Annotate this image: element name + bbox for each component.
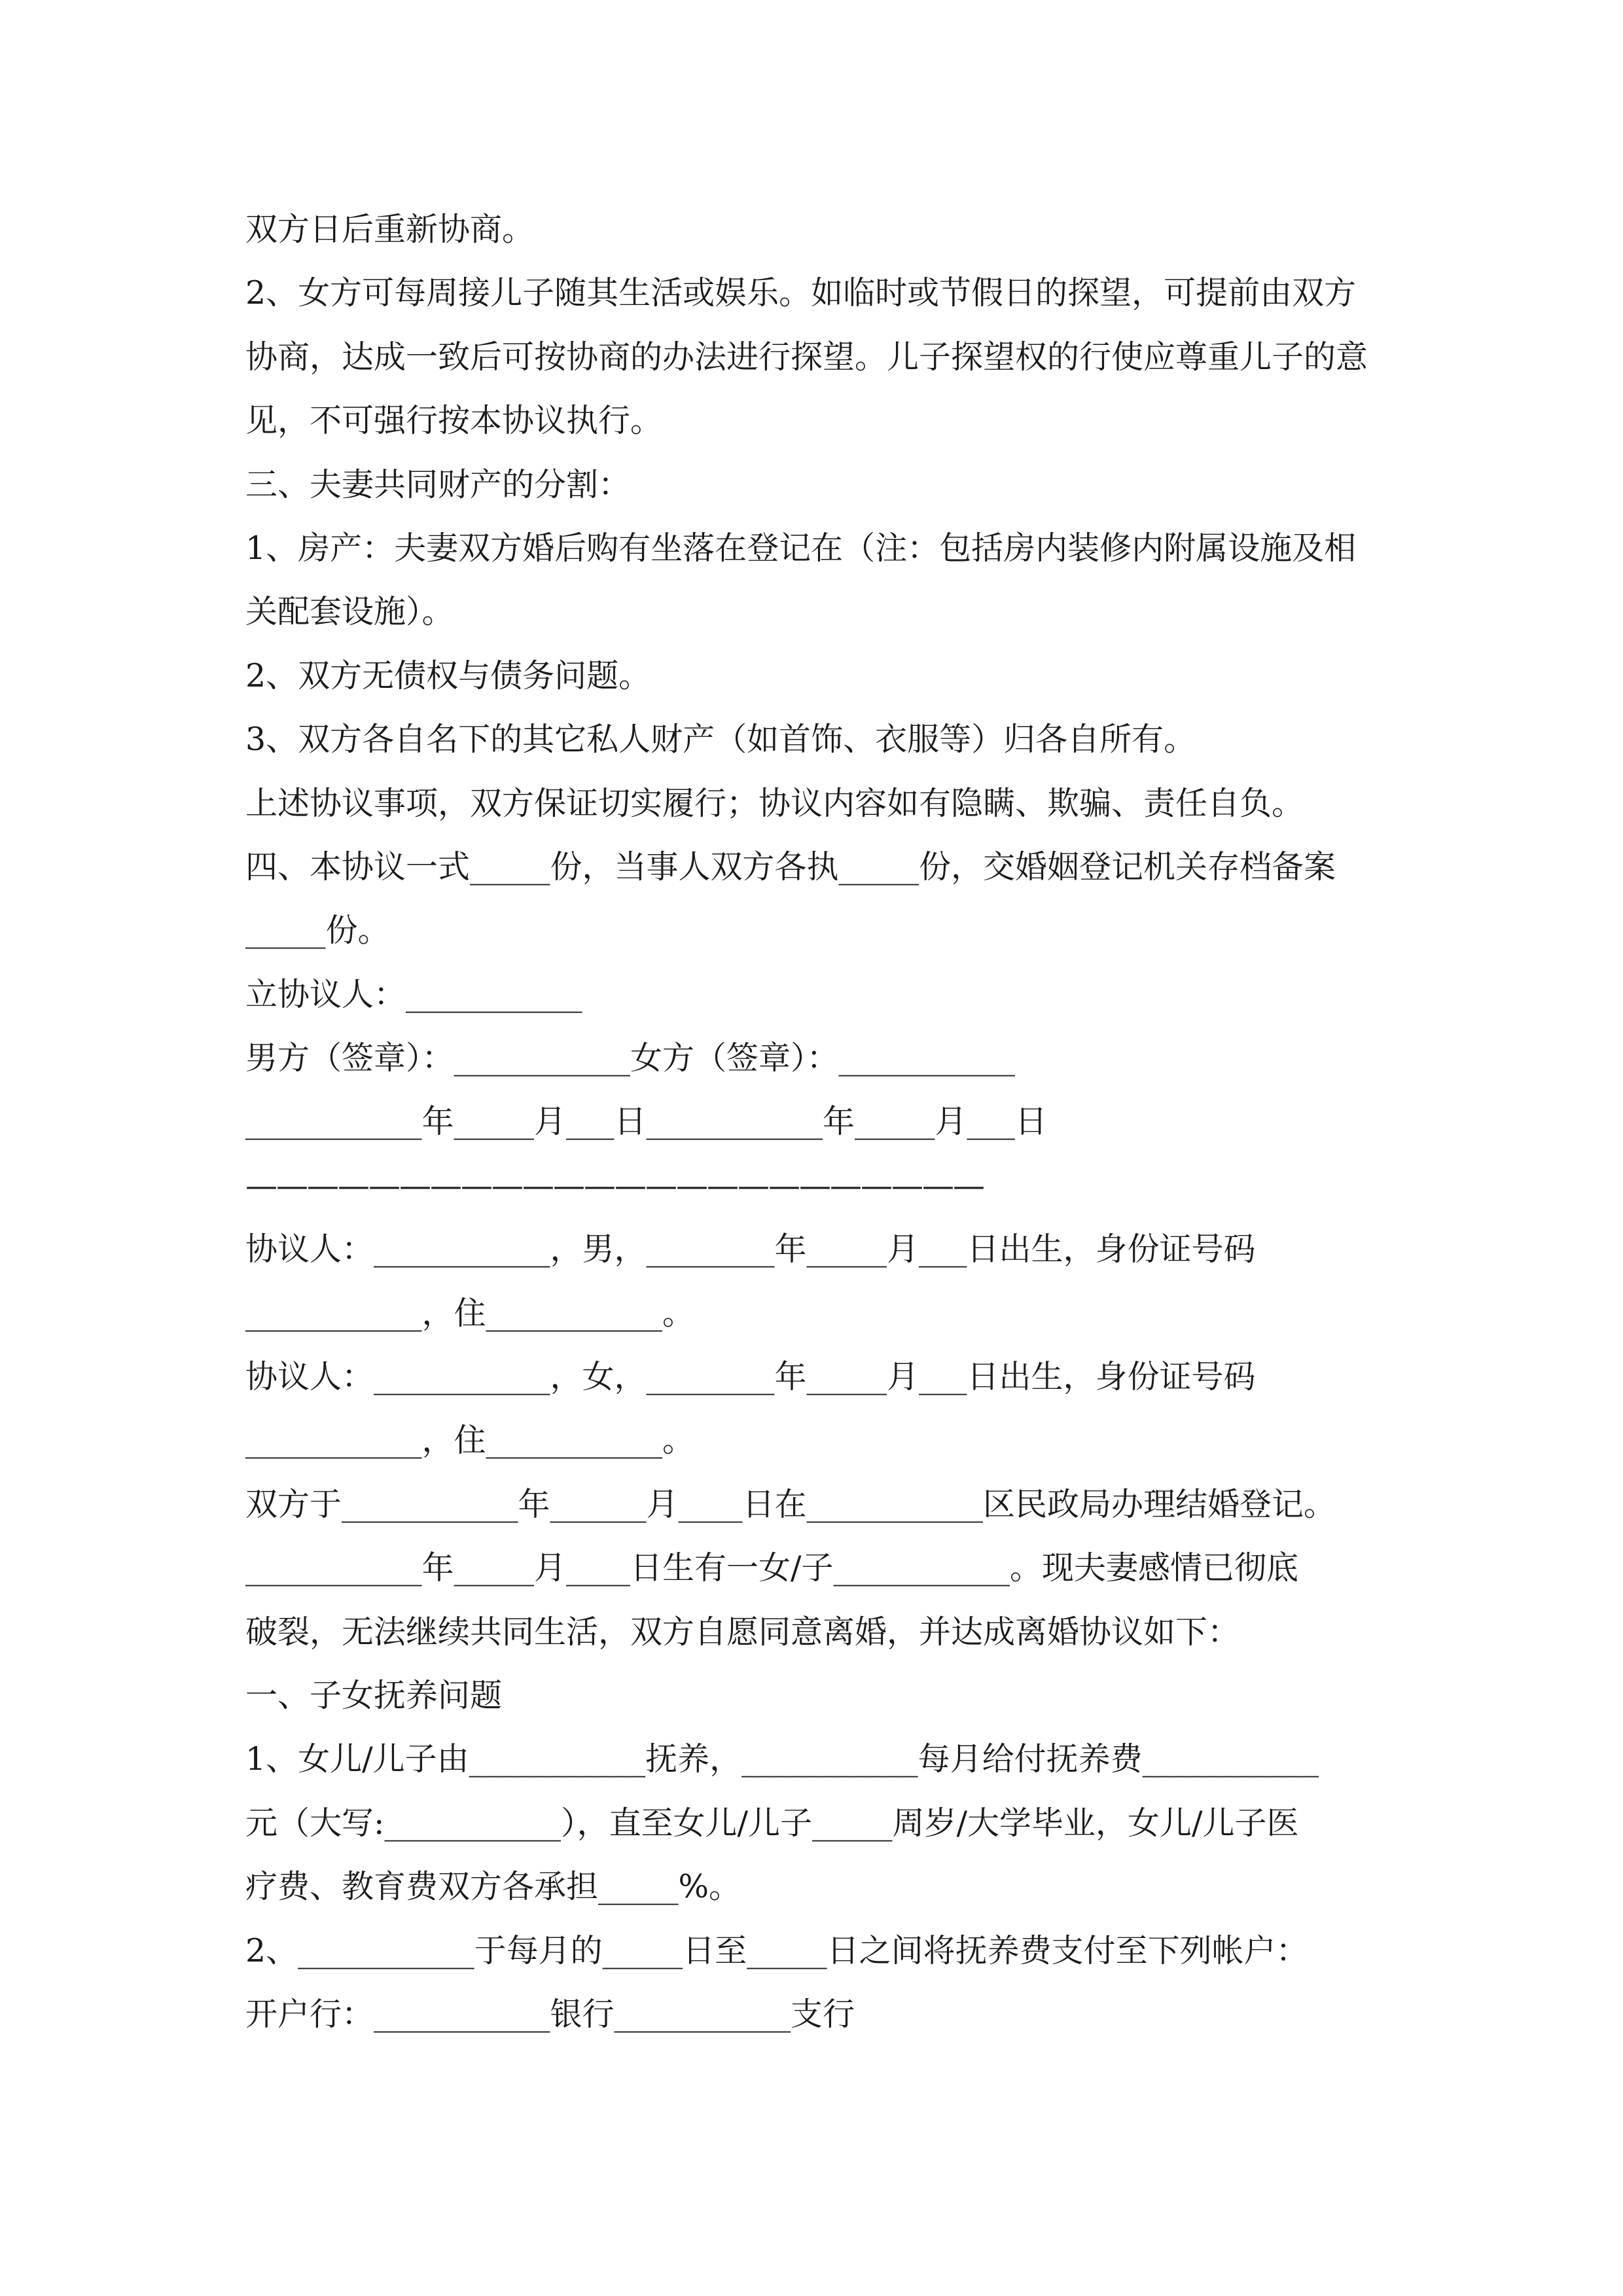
document-line: 2、___________于每月的_____日至_____日之间将抚养费支付至下列帐户： — [245, 1931, 1308, 1969]
document-line: 协商，达成一致后可按协商的办法进行探望。儿子探望权的行使应尊重儿子的意 — [245, 338, 1368, 376]
document-line: 开户行：___________银行___________支行 — [245, 1995, 855, 2033]
document-line: 见，不可强行按本协议执行。 — [245, 402, 663, 440]
document-line: 上述协议事项，双方保证切实履行；协议内容如有隐瞒、欺骗、责任自负。 — [245, 784, 1304, 822]
document-line: 破裂，无法继续共同生活，双方自愿同意离婚，并达成离婚协议如下： — [245, 1613, 1240, 1651]
document-line: 协议人：___________，男，________年_____月___日出生，身份证号码 — [245, 1230, 1256, 1268]
document-line: ___________，住___________。 — [245, 1294, 695, 1332]
document-page — [245, 198, 1397, 2046]
document-line: 双方于___________年______月____日在___________区民政局办理结婚登记。 — [245, 1485, 1336, 1523]
document-line: 三、夫妻共同财产的分割： — [245, 465, 631, 503]
document-line: 3、双方各自名下的其它私人财产（如首饰、衣服等）归各自所有。 — [245, 721, 1196, 759]
document-line: ___________，住___________。 — [245, 1422, 695, 1460]
document-line: 双方日后重新协商。 — [245, 211, 535, 248]
document-line: 立协议人：___________ — [245, 975, 582, 1013]
document-line: 疗费、教育费双方各承担_____%。 — [245, 1868, 741, 1906]
document-line: ___________年_____月____日生有一女/子___________。现夫妻感情已彻底 — [245, 1549, 1299, 1587]
document-line: 2、双方无债权与债务问题。 — [245, 656, 651, 694]
separator-rule: ———————————————————————— — [245, 1166, 984, 1204]
document-line: 1、房产：夫妻双方婚后购有坐落在登记在（注：包括房内装修内附属设施及相 — [245, 529, 1357, 567]
document-line: 1、女儿/儿子由___________抚养，___________每月给付抚养费___________ — [245, 1740, 1319, 1778]
document-line: 关配套设施）。 — [245, 593, 454, 631]
document-line: 元（大写:___________），直至女儿/儿子_____周岁/大学毕业，女儿/儿子医 — [245, 1804, 1299, 1842]
document-line: 四、本协议一式_____份，当事人双方各执_____份，交婚姻登记机关存档备案 — [245, 848, 1336, 886]
document-line: ___________年_____月___日___________年_____月___日 — [245, 1103, 1047, 1141]
document-line: 一、子女抚养问题 — [245, 1676, 503, 1714]
document-line: 男方（签章）：___________女方（签章）：___________ — [245, 1039, 1016, 1077]
document-line: _____份。 — [245, 912, 390, 950]
document-line: 2、女方可每周接儿子随其生活或娱乐。如临时或节假日的探望，可提前由双方 — [245, 274, 1357, 312]
document-line: 协议人：___________，女，________年_____月___日出生，身份证号码 — [245, 1358, 1256, 1396]
